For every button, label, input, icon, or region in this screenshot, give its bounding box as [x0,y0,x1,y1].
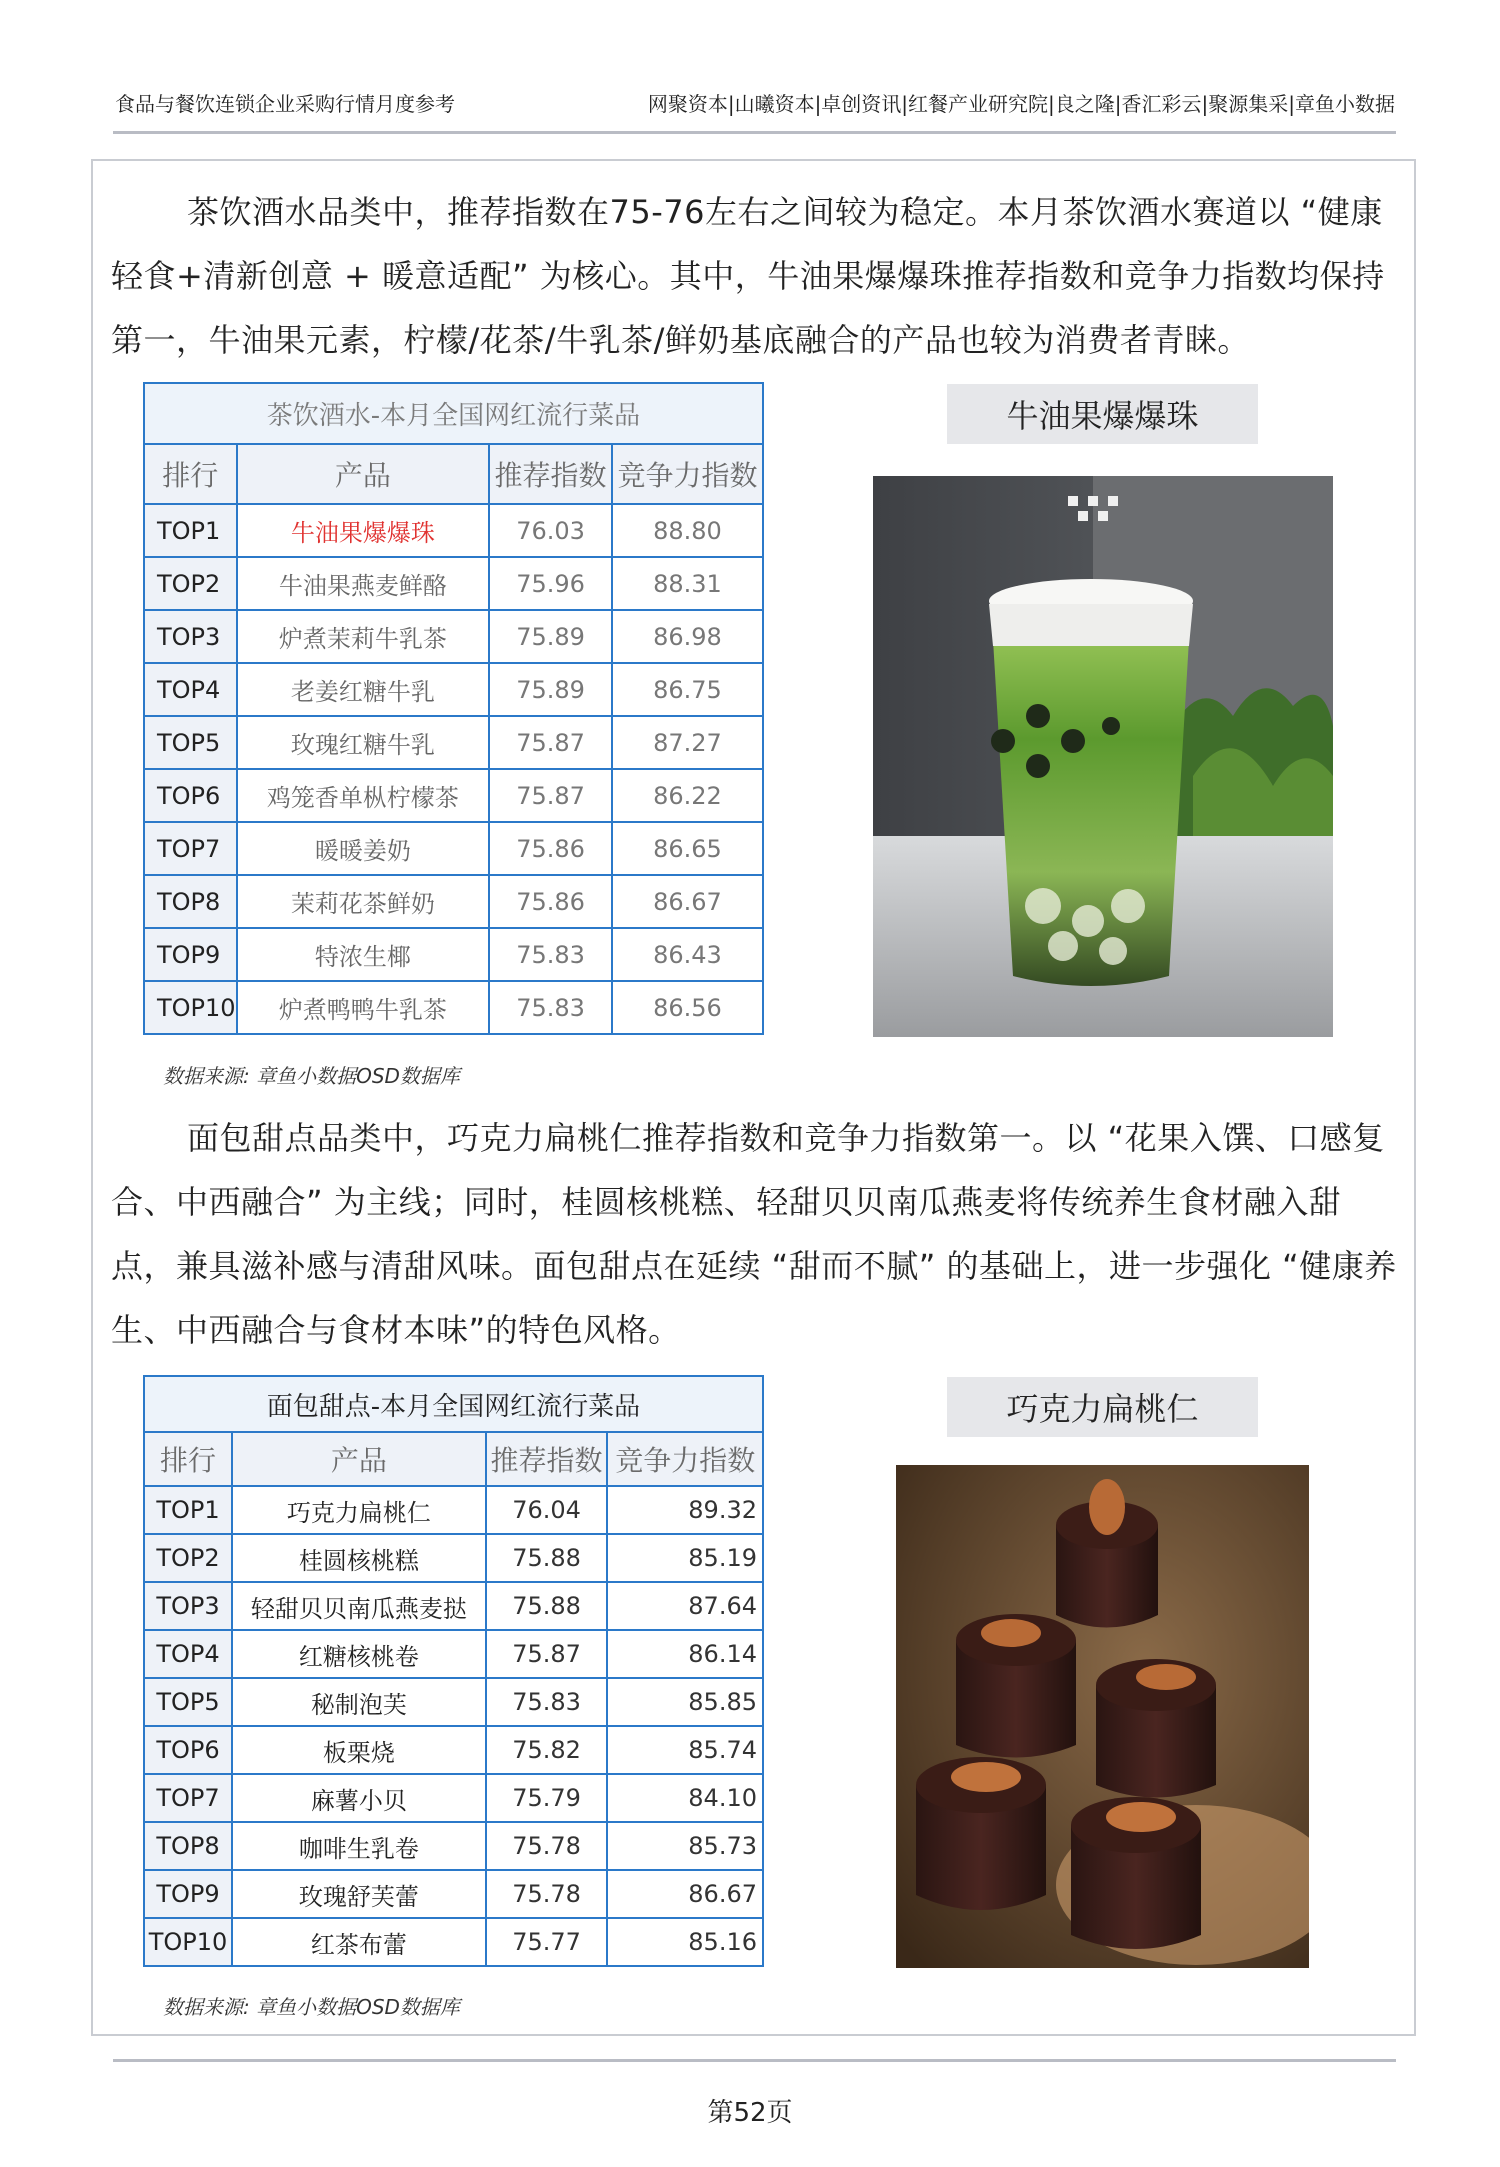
recommend-index-cell: 75.87 [486,1630,608,1678]
table-row [144,875,763,928]
recommend-index-cell: 75.89 [489,610,612,663]
column-header-recommend-index: 推荐指数 [486,1432,608,1486]
rank-cell: TOP10 [144,1918,232,1966]
competitiveness-index-cell: 86.75 [612,663,763,716]
product-cell: 麻薯小贝 [232,1774,486,1822]
recommend-index-cell: 75.78 [486,1822,608,1870]
table-row [144,1918,763,1966]
competitiveness-index-cell: 88.31 [612,557,763,610]
competitiveness-index-cell: 85.85 [607,1678,763,1726]
product-cell: 暖暖姜奶 [237,822,490,875]
product-cell: 红茶布蕾 [232,1918,486,1966]
recommend-index-cell: 75.86 [489,875,612,928]
recommend-index-cell: 76.04 [486,1486,608,1534]
competitiveness-index-cell: 85.16 [607,1918,763,1966]
table-row [144,1630,763,1678]
table-row [144,1822,763,1870]
recommend-index-cell: 75.78 [486,1870,608,1918]
rank-cell: TOP8 [144,1822,232,1870]
recommend-index-cell: 75.88 [486,1534,608,1582]
product-cell: 茉莉花茶鲜奶 [237,875,490,928]
recommend-index-cell: 75.77 [486,1918,608,1966]
competitiveness-index-cell: 87.64 [607,1582,763,1630]
product-cell: 桂圆核桃糕 [232,1534,486,1582]
competitiveness-index-cell: 89.32 [607,1486,763,1534]
rank-cell: TOP9 [144,928,237,981]
header-divider [113,131,1396,134]
recommend-index-cell: 75.83 [489,981,612,1034]
avocado-pearls-drink-photo [873,476,1333,1037]
recommend-index-cell: 75.96 [489,557,612,610]
table-row [144,557,763,610]
product-cell: 秘制泡芙 [232,1678,486,1726]
recommend-index-cell: 75.88 [486,1582,608,1630]
avocado-pearls-image-label: 牛油果爆爆珠 [947,384,1258,444]
rank-cell: TOP1 [144,1486,232,1534]
product-cell: 咖啡生乳卷 [232,1822,486,1870]
product-cell: 板栗烧 [232,1726,486,1774]
tea-drinks-paragraph: 茶饮酒水品类中，推荐指数在75-76左右之间较为稳定。本月茶饮酒水赛道以 “健康轻食+清新创意 + 暖意适配” 为核心。其中，牛油果爆爆珠推荐指数和竞争力指数均保持第一，牛油果元素，柠檬/花茶/牛乳茶/鲜奶基底融合的产品也较为消费者青睐。 [111,193,1385,359]
recommend-index-cell: 75.82 [486,1726,608,1774]
product-cell: 巧克力扁桃仁 [232,1486,486,1534]
recommend-index-cell: 75.79 [486,1774,608,1822]
tea-drinks-table [143,382,764,1035]
recommend-index-cell: 75.87 [489,716,612,769]
table-row [144,610,763,663]
column-header-competitiveness-index: 竞争力指数 [607,1432,763,1486]
column-header-rank: 排行 [144,444,237,504]
rank-cell: TOP2 [144,557,237,610]
chocolate-almond-image-label: 巧克力扁桃仁 [947,1377,1258,1437]
recommend-index-cell: 75.89 [489,663,612,716]
recommend-index-cell: 75.86 [489,822,612,875]
rank-cell: TOP7 [144,1774,232,1822]
competitiveness-index-cell: 85.73 [607,1822,763,1870]
recommend-index-cell: 75.87 [489,769,612,822]
data-source-note: 数据来源: 章鱼小数据OSD数据库 [163,1064,460,1088]
competitiveness-index-cell: 85.19 [607,1534,763,1582]
rank-cell: TOP6 [144,769,237,822]
table-title: 面包甜点-本月全国网红流行菜品 [144,1376,763,1432]
column-header-competitiveness-index: 竞争力指数 [612,444,763,504]
product-cell: 炉煮茉莉牛乳茶 [237,610,490,663]
product-cell: 玫瑰红糖牛乳 [237,716,490,769]
table-body [144,504,763,1034]
table-row [144,1726,763,1774]
competitiveness-index-cell: 88.80 [612,504,763,557]
rank-cell: TOP6 [144,1726,232,1774]
desserts-paragraph: 面包甜点品类中，巧克力扁桃仁推荐指数和竞争力指数第一。以 “花果入馔、口感复合、中西融合” 为主线；同时，桂圆核桃糕、轻甜贝贝南瓜燕麦将传统养生食材融入甜点，兼具滋补感与清甜风味。面包甜点在延续 “甜而不腻” 的基础上，进一步强化 “健康养生、中西融合与食材本味”的特色风格。 [111,1119,1397,1349]
competitiveness-index-cell: 86.14 [607,1630,763,1678]
table-row [144,1582,763,1630]
table-row [144,1774,763,1822]
competitiveness-index-cell: 86.43 [612,928,763,981]
table-row [144,822,763,875]
recommend-index-cell: 75.83 [489,928,612,981]
rank-cell: TOP9 [144,1870,232,1918]
competitiveness-index-cell: 86.98 [612,610,763,663]
competitiveness-index-cell: 84.10 [607,1774,763,1822]
product-cell: 牛油果爆爆珠 [237,504,490,557]
competitiveness-index-cell: 86.56 [612,981,763,1034]
competitiveness-index-cell: 86.65 [612,822,763,875]
rank-cell: TOP10 [144,981,237,1034]
table-row [144,769,763,822]
table-row [144,928,763,981]
competitiveness-index-cell: 85.74 [607,1726,763,1774]
rank-cell: TOP3 [144,1582,232,1630]
product-cell: 鸡笼香单枞柠檬茶 [237,769,490,822]
competitiveness-index-cell: 86.67 [612,875,763,928]
desserts-table [143,1375,764,1967]
rank-cell: TOP3 [144,610,237,663]
table-row [144,504,763,557]
recommend-index-cell: 75.83 [486,1678,608,1726]
table-body [144,1486,763,1966]
product-cell: 老姜红糖牛乳 [237,663,490,716]
product-cell: 玫瑰舒芙蕾 [232,1870,486,1918]
rank-cell: TOP7 [144,822,237,875]
rank-cell: TOP4 [144,663,237,716]
column-header-product: 产品 [232,1432,486,1486]
table-row [144,1534,763,1582]
product-cell: 特浓生椰 [237,928,490,981]
recommend-index-cell: 76.03 [489,504,612,557]
rank-cell: TOP4 [144,1630,232,1678]
page-number: 第52页 [707,2098,793,2128]
product-cell: 红糖核桃卷 [232,1630,486,1678]
rank-cell: TOP2 [144,1534,232,1582]
table-row [144,1486,763,1534]
table-row [144,716,763,769]
rank-cell: TOP5 [144,716,237,769]
competitiveness-index-cell: 86.22 [612,769,763,822]
header-right-sources: 网聚资本|山曦资本|卓创资讯|红餐产业研究院|良之隆|香汇彩云|聚源集采|章鱼小数据 [647,91,1395,116]
table-title: 茶饮酒水-本月全国网红流行菜品 [144,383,763,444]
product-cell: 轻甜贝贝南瓜燕麦挞 [232,1582,486,1630]
competitiveness-index-cell: 87.27 [612,716,763,769]
rank-cell: TOP5 [144,1678,232,1726]
header-left-title: 食品与餐饮连锁企业采购行情月度参考 [115,91,455,116]
page-header [115,84,1395,120]
product-cell: 炉煮鸭鸭牛乳茶 [237,981,490,1034]
column-header-recommend-index: 推荐指数 [489,444,612,504]
table-row [144,1870,763,1918]
product-cell: 牛油果燕麦鲜酪 [237,557,490,610]
competitiveness-index-cell: 86.67 [607,1870,763,1918]
chocolate-almond-photo [896,1465,1309,1968]
column-header-rank: 排行 [144,1432,232,1486]
rank-cell: TOP8 [144,875,237,928]
data-source-note: 数据来源: 章鱼小数据OSD数据库 [163,1995,460,2019]
column-header-product: 产品 [237,444,490,504]
table-row [144,663,763,716]
table-row [144,981,763,1034]
footer-divider [113,2059,1396,2062]
rank-cell: TOP1 [144,504,237,557]
table-row [144,1678,763,1726]
